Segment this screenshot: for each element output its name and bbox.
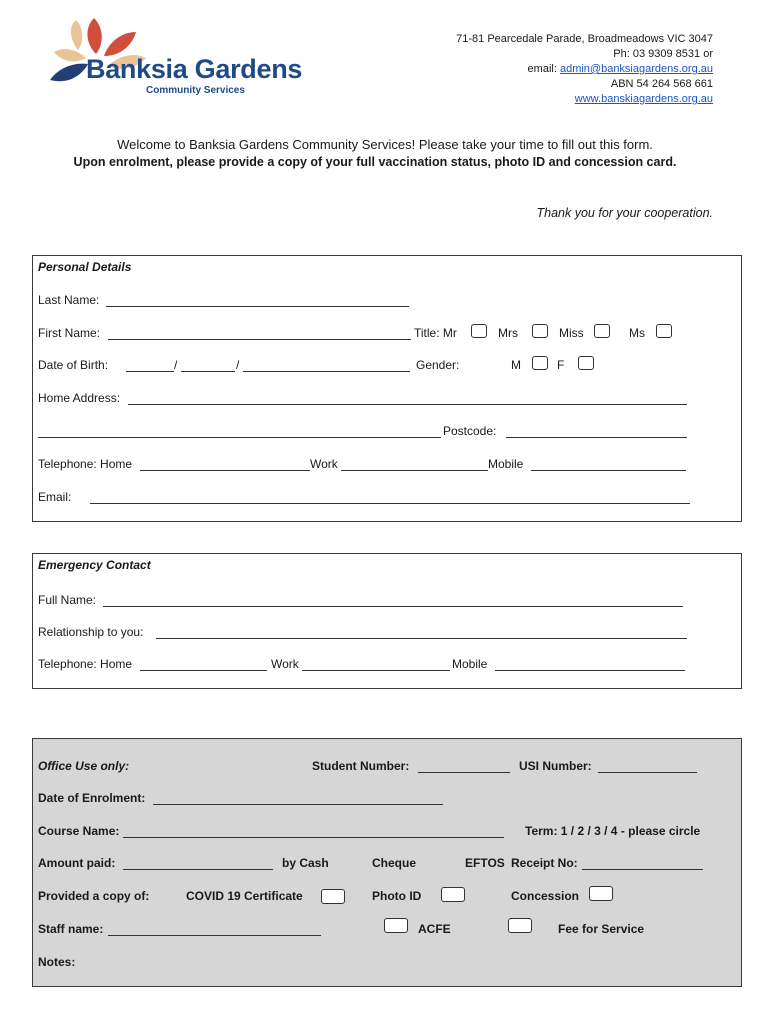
first-name-field[interactable]	[108, 328, 411, 340]
covid-certificate-checkbox[interactable]	[321, 889, 345, 904]
telephone-work-field[interactable]	[341, 459, 488, 471]
title-miss-label: Miss	[559, 326, 584, 340]
cheque-label: Cheque	[372, 856, 417, 870]
covid-certificate-label: COVID 19 Certificate	[186, 889, 303, 903]
title-mr-checkbox[interactable]	[471, 324, 487, 338]
welcome-text: Welcome to Banksia Gardens Community Services! Please take your time to fill out this form.	[117, 137, 653, 152]
email-prefix: email:	[527, 63, 557, 75]
org-phone: Ph: 03 9309 8531 or	[613, 48, 713, 60]
fee-for-service-label: Fee for Service	[558, 922, 645, 936]
personal-details-heading: Personal Details	[38, 260, 132, 274]
last-name-label: Last Name:	[38, 293, 100, 307]
title-mrs-checkbox[interactable]	[532, 324, 548, 338]
dob-label: Date of Birth:	[38, 358, 109, 372]
gender-male-checkbox[interactable]	[532, 356, 548, 370]
dob-day-field[interactable]	[126, 360, 174, 372]
email-label: Email:	[38, 490, 72, 504]
telephone-home-field[interactable]	[140, 459, 310, 471]
emergency-full-name-label: Full Name:	[38, 593, 97, 607]
title-mrs-label: Mrs	[498, 326, 518, 340]
org-name: Banksia Gardens	[86, 54, 303, 84]
dob-year-field[interactable]	[243, 360, 410, 372]
website-link[interactable]: www.banskiagardens.org.au	[574, 93, 713, 105]
dob-slash-1: /	[174, 358, 178, 372]
home-address-line2-field[interactable]	[38, 426, 441, 438]
email-field[interactable]	[90, 492, 690, 504]
acfe-label: ACFE	[418, 922, 451, 936]
concession-checkbox[interactable]	[589, 886, 613, 901]
telephone-work-label: Work	[310, 457, 338, 471]
title-label: Title: Mr	[414, 326, 457, 340]
emergency-telephone-mobile-field[interactable]	[495, 659, 685, 671]
email-link[interactable]: admin@banksiagardens.org.au	[559, 63, 713, 75]
thanks-text: Thank you for your cooperation.	[536, 206, 713, 220]
contact-block	[456, 32, 713, 107]
enrolment-note: Upon enrolment, please provide a copy of your full vaccination status, photo ID and concession card.	[73, 155, 677, 169]
gender-label: Gender:	[416, 358, 460, 372]
title-miss-checkbox[interactable]	[594, 324, 610, 338]
emergency-telephone-home-field[interactable]	[140, 659, 267, 671]
gender-female-checkbox[interactable]	[578, 356, 594, 370]
title-ms-checkbox[interactable]	[656, 324, 672, 338]
emergency-contact-heading: Emergency Contact	[38, 558, 151, 572]
dob-month-field[interactable]	[181, 360, 235, 372]
amount-paid-label: Amount paid:	[38, 856, 116, 870]
usi-number-field[interactable]	[598, 761, 697, 773]
amount-paid-field[interactable]	[123, 858, 273, 870]
receipt-no-label: Receipt No:	[511, 856, 578, 870]
staff-name-label: Staff name:	[38, 922, 104, 936]
provided-copy-label: Provided a copy of:	[38, 889, 150, 903]
usi-number-label: USI Number:	[519, 759, 592, 773]
emergency-relationship-label: Relationship to you:	[38, 625, 144, 639]
logo	[38, 14, 328, 102]
home-address-label: Home Address:	[38, 391, 121, 405]
student-number-label: Student Number:	[312, 759, 410, 773]
receipt-no-field[interactable]	[582, 858, 703, 870]
postcode-field[interactable]	[506, 426, 687, 438]
org-email-line	[456, 62, 713, 77]
by-cash-label: by Cash	[282, 856, 329, 870]
first-name-label: First Name:	[38, 326, 101, 340]
telephone-home-label: Telephone: Home	[38, 457, 133, 471]
emergency-telephone-mobile-label: Mobile	[452, 657, 488, 671]
home-address-field[interactable]	[128, 393, 687, 405]
office-use-heading: Office Use only:	[38, 759, 130, 773]
fee-for-service-checkbox[interactable]	[508, 918, 532, 933]
telephone-mobile-field[interactable]	[531, 459, 686, 471]
course-name-field[interactable]	[123, 826, 504, 838]
org-subtitle: Community Services	[146, 85, 245, 96]
concession-label: Concession	[511, 889, 580, 903]
term-label: Term: 1 / 2 / 3 / 4 - please circle	[525, 824, 701, 838]
eftos-label: EFTOS	[465, 856, 505, 870]
staff-name-field[interactable]	[108, 924, 321, 936]
gender-female-label: F	[557, 358, 565, 372]
last-name-field[interactable]	[106, 295, 409, 307]
photo-id-label: Photo ID	[372, 889, 422, 903]
emergency-telephone-home-label: Telephone: Home	[38, 657, 133, 671]
date-of-enrolment-field[interactable]	[153, 793, 443, 805]
org-address: 71-81 Pearcedale Parade, Broadmeadows VIC 3047	[456, 33, 713, 45]
postcode-label: Postcode:	[443, 424, 497, 438]
title-ms-label: Ms	[629, 326, 645, 340]
date-of-enrolment-label: Date of Enrolment:	[38, 791, 146, 805]
photo-id-checkbox[interactable]	[441, 887, 465, 902]
course-name-label: Course Name:	[38, 824, 120, 838]
student-number-field[interactable]	[418, 761, 510, 773]
emergency-telephone-work-label: Work	[271, 657, 299, 671]
org-abn: ABN 54 264 568 661	[610, 78, 713, 90]
acfe-checkbox[interactable]	[384, 918, 408, 933]
emergency-full-name-field[interactable]	[103, 595, 683, 607]
emergency-telephone-work-field[interactable]	[302, 659, 450, 671]
telephone-mobile-label: Mobile	[488, 457, 524, 471]
emergency-relationship-field[interactable]	[156, 627, 687, 639]
gender-male-label: M	[511, 358, 521, 372]
notes-label: Notes:	[38, 955, 76, 969]
dob-slash-2: /	[236, 358, 240, 372]
